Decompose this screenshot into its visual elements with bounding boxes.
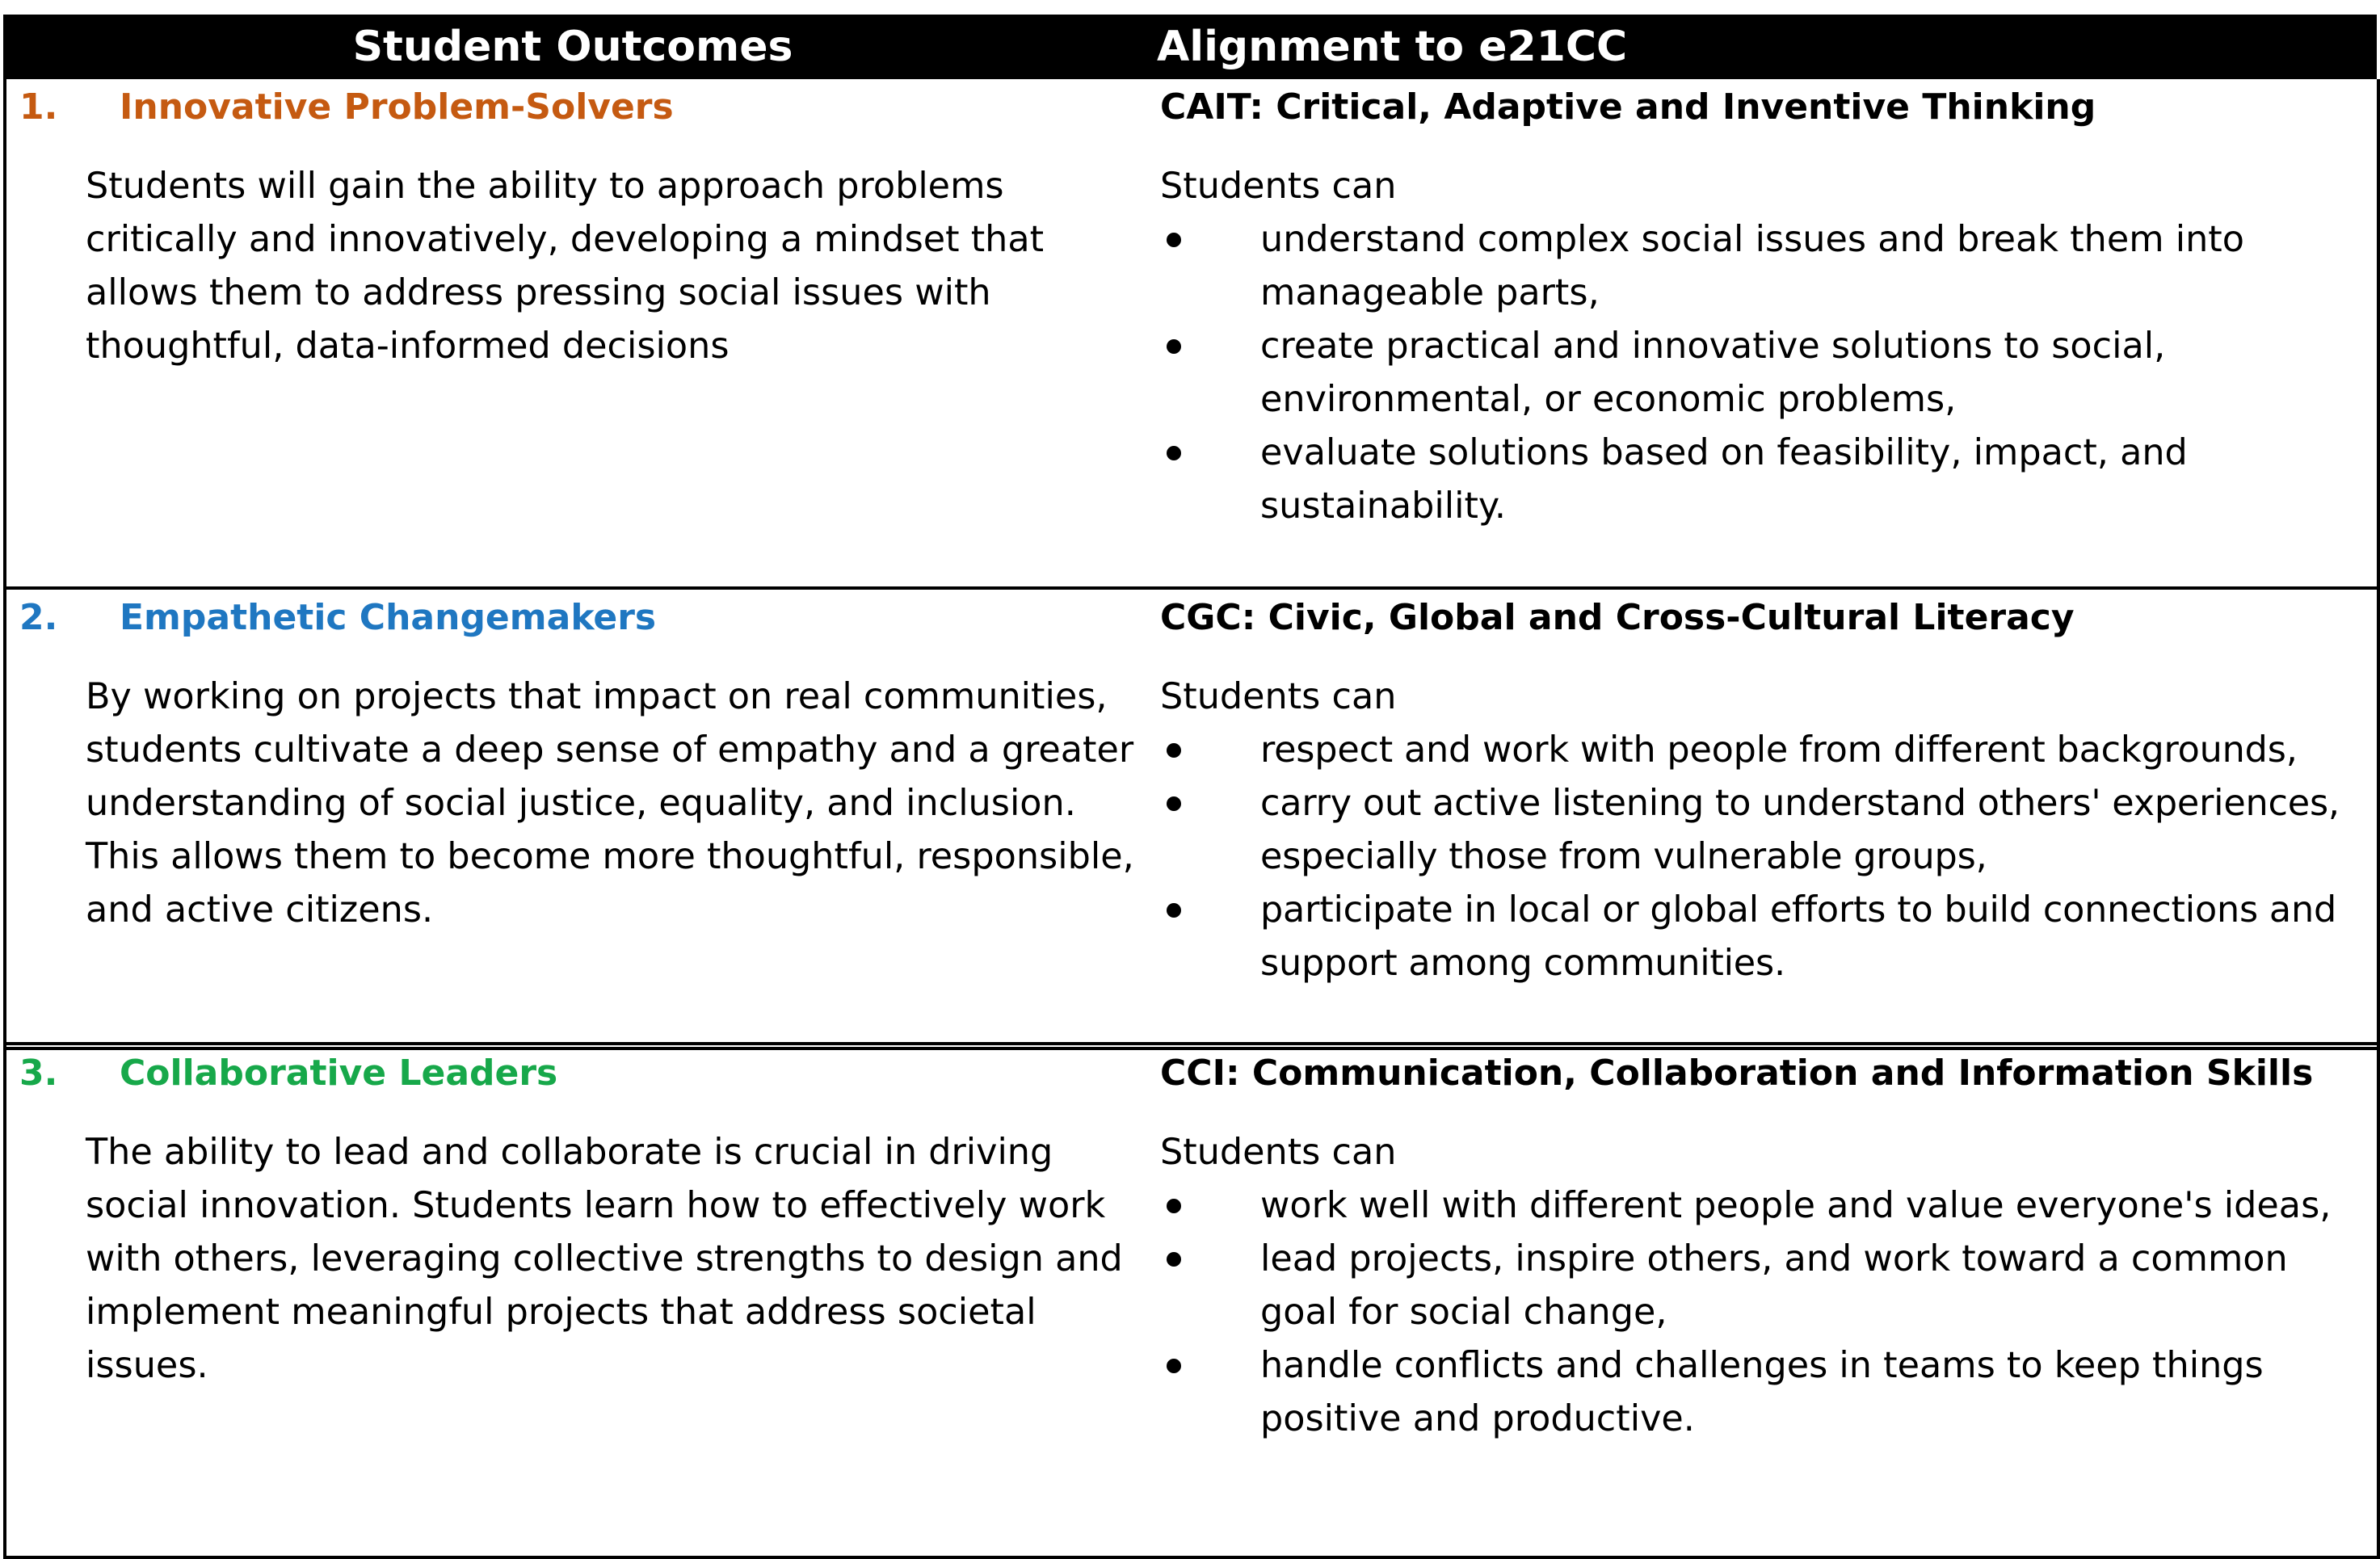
list-item — [1160, 427, 2372, 533]
outcome-title: Collaborative Leaders — [120, 1053, 558, 1094]
competency-heading: CCI: Communication, Collaboration and Information Skills — [1160, 1053, 2314, 1094]
list-item — [1160, 213, 2372, 320]
list-item — [1160, 1233, 2372, 1339]
list-item — [1160, 777, 2372, 884]
bullet-text: handle conflicts and challenges in teams to keep things positive and productive. — [1260, 1345, 2264, 1439]
bullet-icon — [1167, 743, 1181, 758]
header-alignment: Alignment to e21CC — [1157, 23, 1628, 71]
bullets-intro: Students can — [1160, 166, 1397, 207]
bullet-text: create practical and innovative solutions to social, environmental, or economic problems, — [1260, 326, 2166, 420]
bullet-icon — [1167, 1199, 1181, 1213]
list-item — [1160, 320, 2372, 427]
bullet-text: respect and work with people from different backgrounds, — [1260, 729, 2298, 771]
outcome-description: By working on projects that impact on real communities, students cultivate a deep sense of empathy and a greater understanding of social justice, equality, and inclusion. This allows them to become more thoughtful, responsible, and active citizens. — [86, 676, 1134, 931]
outcome-number: 1. — [19, 86, 58, 128]
bullet-icon — [1167, 339, 1181, 354]
competency-heading: CAIT: Critical, Adaptive and Inventive Thinking — [1160, 86, 2096, 128]
list-item — [1160, 884, 2372, 990]
outcome-description: The ability to lead and collaborate is crucial in driving social innovation. Students learn how to effectively work with others, leveraging collective strengths to design and implement meaningful projects that address societal issues. — [86, 1132, 1123, 1386]
bullet-icon — [1167, 796, 1181, 811]
outcome-title: Innovative Problem-Solvers — [120, 86, 674, 128]
bullet-text: participate in local or global efforts to build connections and support among communities. — [1260, 889, 2337, 984]
list-item — [1160, 724, 2372, 777]
bullet-icon — [1167, 446, 1181, 460]
bullet-icon — [1167, 1359, 1181, 1373]
table-row — [3, 586, 2380, 1050]
list-item — [1160, 1339, 2372, 1446]
bullet-text: carry out active listening to understand others' experiences, especially those from vulnerable groups, — [1260, 783, 2340, 877]
table-header — [3, 15, 2377, 79]
competency-heading: CGC: Civic, Global and Cross-Cultural Literacy — [1160, 597, 2075, 638]
table-row — [3, 1042, 2380, 1559]
bullet-list — [1160, 213, 2372, 533]
outcome-description: Students will gain the ability to approach problems critically and innovatively, developing a mindset that allows them to address pressing social issues with thoughtful, data-informed decisions — [86, 166, 1045, 367]
table-row — [3, 79, 2380, 590]
outcome-number: 2. — [19, 597, 58, 638]
bullet-text: work well with different people and value everyone's ideas, — [1260, 1185, 2332, 1226]
header-student-outcomes: Student Outcomes — [352, 23, 793, 71]
outcome-number: 3. — [19, 1053, 58, 1094]
bullet-icon — [1167, 903, 1181, 918]
outcome-title: Empathetic Changemakers — [120, 597, 657, 638]
bullet-text: evaluate solutions based on feasibility, impact, and sustainability. — [1260, 432, 2188, 527]
bullet-text: understand complex social issues and break them into manageable parts, — [1260, 219, 2244, 313]
bullet-list — [1160, 1179, 2372, 1446]
bullet-list — [1160, 724, 2372, 990]
bullet-icon — [1167, 1252, 1181, 1267]
bullets-intro: Students can — [1160, 676, 1397, 717]
bullet-text: lead projects, inspire others, and work toward a common goal for social change, — [1260, 1238, 2288, 1333]
bullets-intro: Students can — [1160, 1132, 1397, 1173]
list-item — [1160, 1179, 2372, 1233]
bullet-icon — [1167, 233, 1181, 247]
